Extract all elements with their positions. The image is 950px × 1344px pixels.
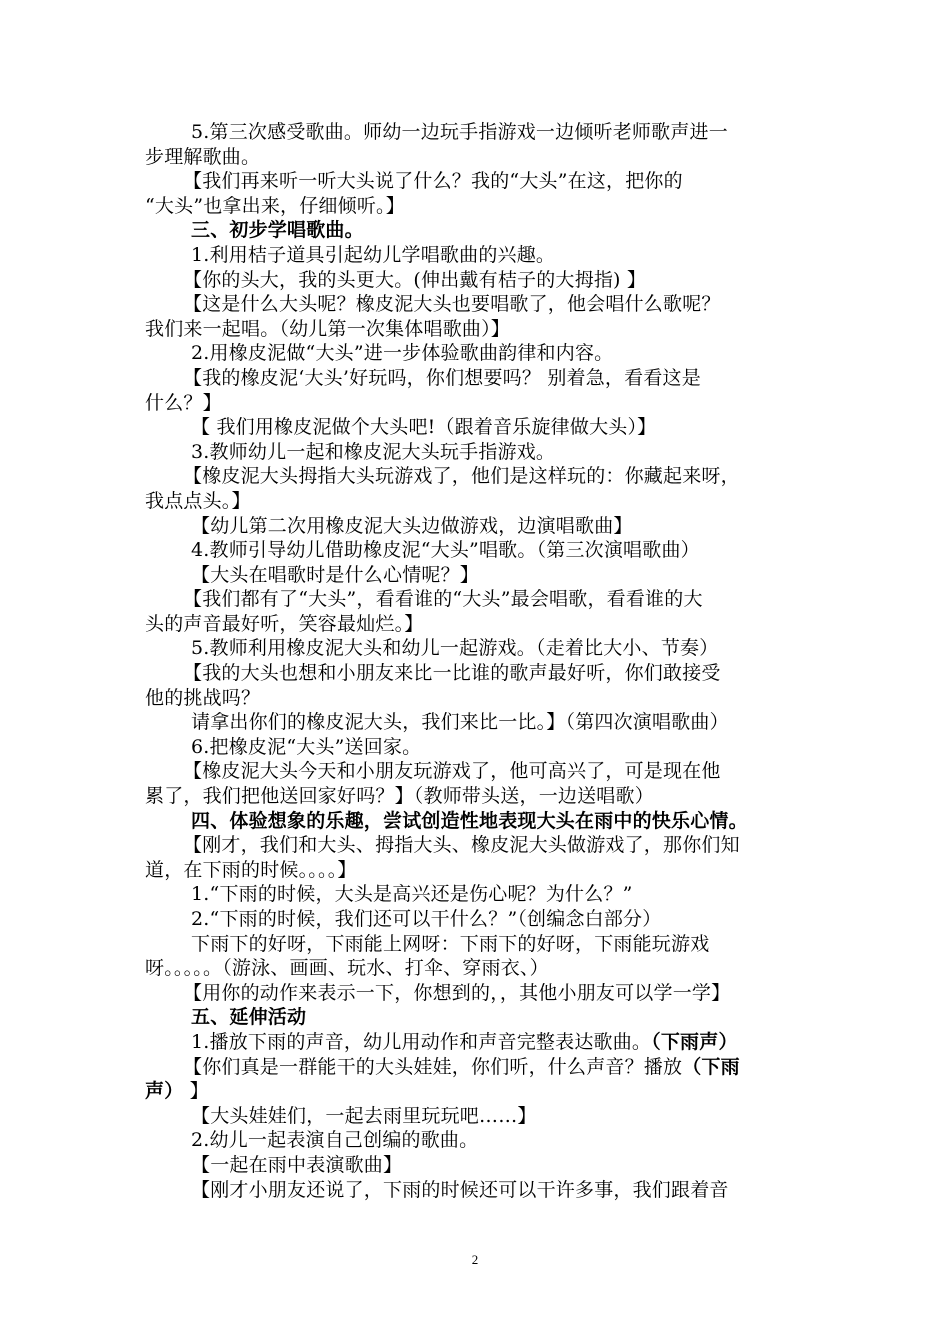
paragraph-line: 【刚才，我们和大头、拇指大头、橡皮泥大头做游戏了，那你们知 [183, 834, 740, 857]
paragraph-line: 2.幼儿一起表演自己创编的歌曲。 [191, 1129, 479, 1152]
paragraph-line: 累了，我们把他送回家好吗？】（教师带头送，一边送唱歌） [145, 785, 654, 808]
line-text: 】 [183, 1080, 209, 1103]
paragraph-line: 【我们再来听一听大头说了什么？我的“大头”在这，把你的 [183, 170, 683, 193]
bold-text: （下雨声） [651, 1030, 738, 1053]
paragraph-line: 2.用橡皮泥做“大头”进一步体验歌曲韵律和内容。 [191, 342, 614, 365]
paragraph-line: 【你的头大，我的头更大。(伸出戴有桔子的大拇指) 】 [183, 268, 647, 291]
section-heading-3: 三、初步学唱歌曲。 [191, 219, 364, 242]
paragraph-line: 我们来一起唱。（幼儿第一次集体唱歌曲）】 [145, 317, 511, 340]
paragraph-line [145, 1055, 810, 1080]
paragraph-line: 【刚才小朋友还说了，下雨的时候还可以干许多事，我们跟着音 [191, 1178, 729, 1201]
paragraph-line: 【这是什么大头呢？橡皮泥大头也要唱歌了，他会唱什么歌呢？ [183, 293, 721, 316]
paragraph-line: 3.教师幼儿一起和橡皮泥大头玩手指游戏。 [191, 440, 556, 463]
paragraph-line [145, 1079, 810, 1104]
paragraph-line: 呀。。。。。（游泳、画画、玩水、打伞、穿雨衣、） [145, 957, 549, 980]
line-text: 1.播放下雨的声音，幼儿用动作和声音完整表达歌曲。 [191, 1030, 652, 1053]
paragraph-line: 【用你的动作来表示一下，你想到的，，其他小朋友可以学一学】 [183, 981, 731, 1004]
line-text: 【你们真是一群能干的大头娃娃，你们听，什么声音？播放 [183, 1055, 683, 1078]
paragraph-line: 【幼儿第二次用橡皮泥大头边做游戏，边演唱歌曲】 [191, 514, 633, 537]
section-heading-4: 四、体验想象的乐趣，尝试创造性地表现大头在雨中的快乐心情。 [191, 809, 748, 832]
paragraph-line: 道，在下雨的时候。。。。】 [145, 858, 357, 881]
paragraph-line: 1.“下雨的时候，大头是高兴还是伤心呢？为什么？” [191, 883, 633, 906]
document-body [145, 120, 810, 1202]
paragraph-line: 【我的橡皮泥‘大头’好玩吗，你们想要吗？ 别着急，看看这是 [183, 366, 701, 389]
paragraph-line: 5.教师利用橡皮泥大头和幼儿一起游戏。（走着比大小、节奏） [191, 637, 719, 660]
paragraph-line: 4.教师引导幼儿借助橡皮泥“大头”唱歌。（第三次演唱歌曲） [191, 539, 700, 562]
paragraph-line: 头的声音最好听，笑容最灿烂。】 [145, 612, 424, 635]
section-heading-5: 五、延伸活动 [191, 1006, 307, 1029]
paragraph-line: 【橡皮泥大头今天和小朋友玩游戏了，他可高兴了，可是现在他 [183, 760, 721, 783]
paragraph-line: 步理解歌曲。 [145, 145, 261, 168]
paragraph-line: 1.利用桔子道具引起幼儿学唱歌曲的兴趣。 [191, 243, 556, 266]
paragraph-line: 我点点头。】 [145, 489, 251, 512]
paragraph-line: “大头”也拿出来，仔细倾听。】 [145, 194, 405, 217]
page-number: 2 [471, 1252, 479, 1267]
paragraph-line: 【橡皮泥大头拇指大头玩游戏了，他们是这样玩的：你藏起来呀， [183, 465, 740, 488]
paragraph-line: 他的挑战吗？ [145, 686, 261, 709]
paragraph-line: 【一起在雨中表演歌曲】 [191, 1153, 403, 1176]
paragraph-line: 5.第三次感受歌曲。师幼一边玩手指游戏一边倾听老师歌声进一 [191, 121, 728, 143]
paragraph-line: 【我们都有了“大头”，看看谁的“大头”最会唱歌，看看谁的大 [183, 588, 703, 611]
bold-text: （下雨 [682, 1055, 740, 1078]
paragraph-line [145, 1030, 810, 1055]
paragraph-line: 2.“下雨的时候，我们还可以干什么？”（创编念白部分） [191, 908, 662, 930]
paragraph-line: 下雨下的好呀，下雨能上网呀：下雨下的好呀，下雨能玩游戏 [191, 932, 710, 955]
paragraph-line: 【大头娃娃们，一起去雨里玩玩吧……】 [191, 1104, 537, 1127]
paragraph-line: 【我的大头也想和小朋友来比一比谁的歌声最好听，你们敢接受 [183, 662, 721, 685]
paragraph-line: 什么？】 [145, 391, 222, 414]
paragraph-line: 6.把橡皮泥“大头”送回家。 [191, 735, 422, 758]
paragraph-line: 【大头在唱歌时是什么心情呢？】 [191, 563, 480, 586]
bold-text: 声） [145, 1080, 184, 1103]
paragraph-line: 请拿出你们的橡皮泥大头，我们来比一比。】（第四次演唱歌曲） [191, 711, 729, 734]
paragraph-line: 【 我们用橡皮泥做个大头吧!（跟着音乐旋律做大头）】 [191, 416, 657, 439]
